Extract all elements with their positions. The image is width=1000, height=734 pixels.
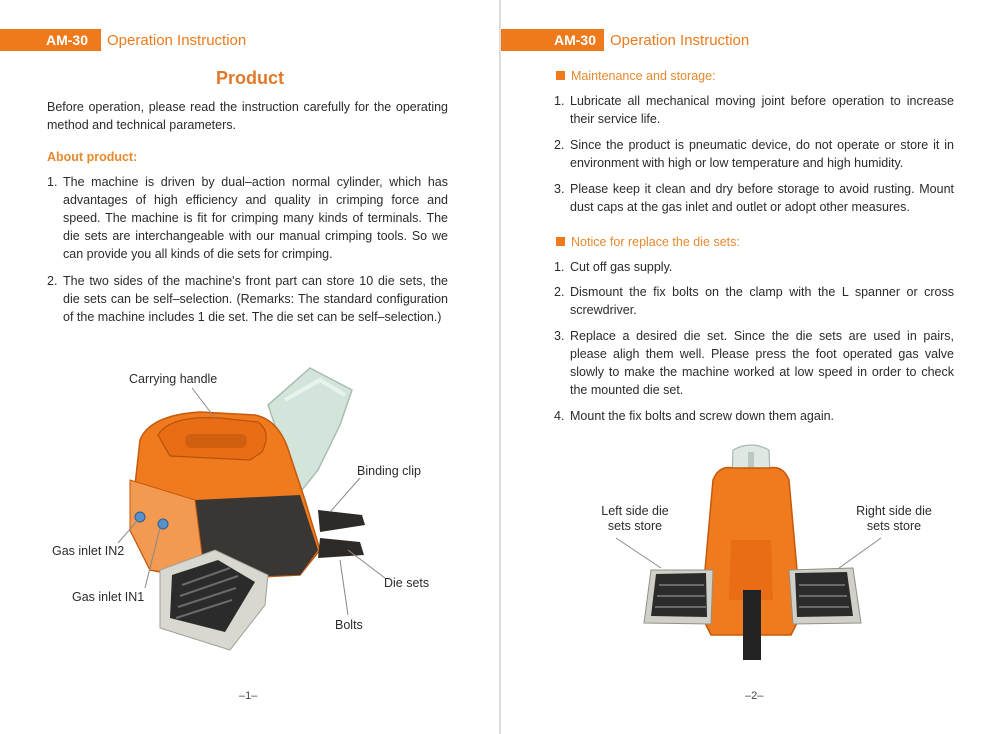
list-item <box>554 180 954 216</box>
page-number: –1– <box>239 690 258 702</box>
item-number: 1. <box>554 260 565 274</box>
item-number: 2. <box>554 138 565 152</box>
intro-paragraph: Before operation, please read the instruction carefully for the operating method and technical parameters. <box>47 100 448 132</box>
item-text: The two sides of the machine's front part can store 10 die sets, the die sets can be self–selection. (Remarks: The standard configuration of the machine includes 1 die set. The die set can be self–selection.) <box>63 274 448 324</box>
list-item <box>47 272 448 326</box>
notice-heading-text: Notice for replace the die sets: <box>571 235 740 249</box>
label-die-sets: Die sets <box>384 576 430 590</box>
item-number: 3. <box>554 182 565 196</box>
item-text: The machine is driven by dual–action normal cylinder, which has advantages of high efficiency and quality in crimping force and speed. The machine is fit for crimping many kinds of terminals. The die sets are interchangeable with our manual crimping tools. So we can provide you all kinds of die sets for crimping. <box>63 175 448 261</box>
item-number: 2. <box>554 285 565 299</box>
maintenance-heading-text: Maintenance and storage: <box>571 69 716 83</box>
item-text: Cut off gas supply. <box>570 260 673 274</box>
label-binding-clip: Binding clip <box>357 464 421 478</box>
header-title: Operation Instruction <box>107 31 247 49</box>
label-right-die-store <box>839 504 949 534</box>
model-tag: AM-30 <box>0 29 101 51</box>
crimping-machine-illustration <box>0 360 500 670</box>
item-number: 1. <box>47 175 58 189</box>
maintenance-heading <box>556 69 716 83</box>
label-line: Left side die <box>601 504 669 518</box>
bullet-square-icon <box>556 237 565 246</box>
list-item <box>554 327 954 399</box>
page-right <box>501 0 1000 734</box>
item-number: 4. <box>554 409 565 423</box>
item-text: Since the product is pneumatic device, do not operate or store it in environment with high or low temperature and high humidity. <box>570 138 954 170</box>
header-title: Operation Instruction <box>610 31 750 49</box>
label-line: sets store <box>866 519 922 533</box>
notice-heading <box>556 235 740 249</box>
about-heading: About product: <box>47 150 138 164</box>
model-tag: AM-30 <box>501 29 604 51</box>
label-gas-inlet-in1: Gas inlet IN1 <box>72 590 145 604</box>
label-left-die-store <box>580 504 690 534</box>
crimping-machine-front-illustration <box>501 440 1000 670</box>
label-line: Right side die <box>856 504 932 518</box>
label-line: sets store <box>607 519 663 533</box>
bullet-square-icon <box>556 71 565 80</box>
label-carrying-handle: Carrying handle <box>129 372 218 386</box>
item-number: 1. <box>554 94 565 108</box>
page-title: Product <box>215 68 284 88</box>
list-item <box>554 92 954 128</box>
list-item <box>554 407 954 425</box>
list-item <box>554 283 954 319</box>
list-item <box>554 136 954 172</box>
page-number: –2– <box>745 690 764 702</box>
item-text: Dismount the fix bolts on the clamp with the L spanner or cross screwdriver. <box>570 285 954 317</box>
label-bolts: Bolts <box>335 618 363 632</box>
list-item <box>554 258 954 276</box>
item-text: Please keep it clean and dry before storage to avoid rusting. Mount dust caps at the gas inlet and outlet or adopt other measures. <box>570 182 954 214</box>
label-gas-inlet-in2: Gas inlet IN2 <box>52 544 125 558</box>
item-text: Replace a desired die set. Since the die sets are used in pairs, please aligh them well. Please press the foot operated gas valve slowly to make the machine worked at low speed in order to check the mounted die set. <box>570 329 954 397</box>
page-header <box>0 29 246 51</box>
item-text: Lubricate all mechanical moving joint before operation to increase their service life. <box>570 94 954 126</box>
item-number: 2. <box>47 274 58 288</box>
list-item <box>47 173 448 263</box>
item-text: Mount the fix bolts and screw down them again. <box>570 409 835 423</box>
item-number: 3. <box>554 329 565 343</box>
page-header <box>501 29 749 51</box>
